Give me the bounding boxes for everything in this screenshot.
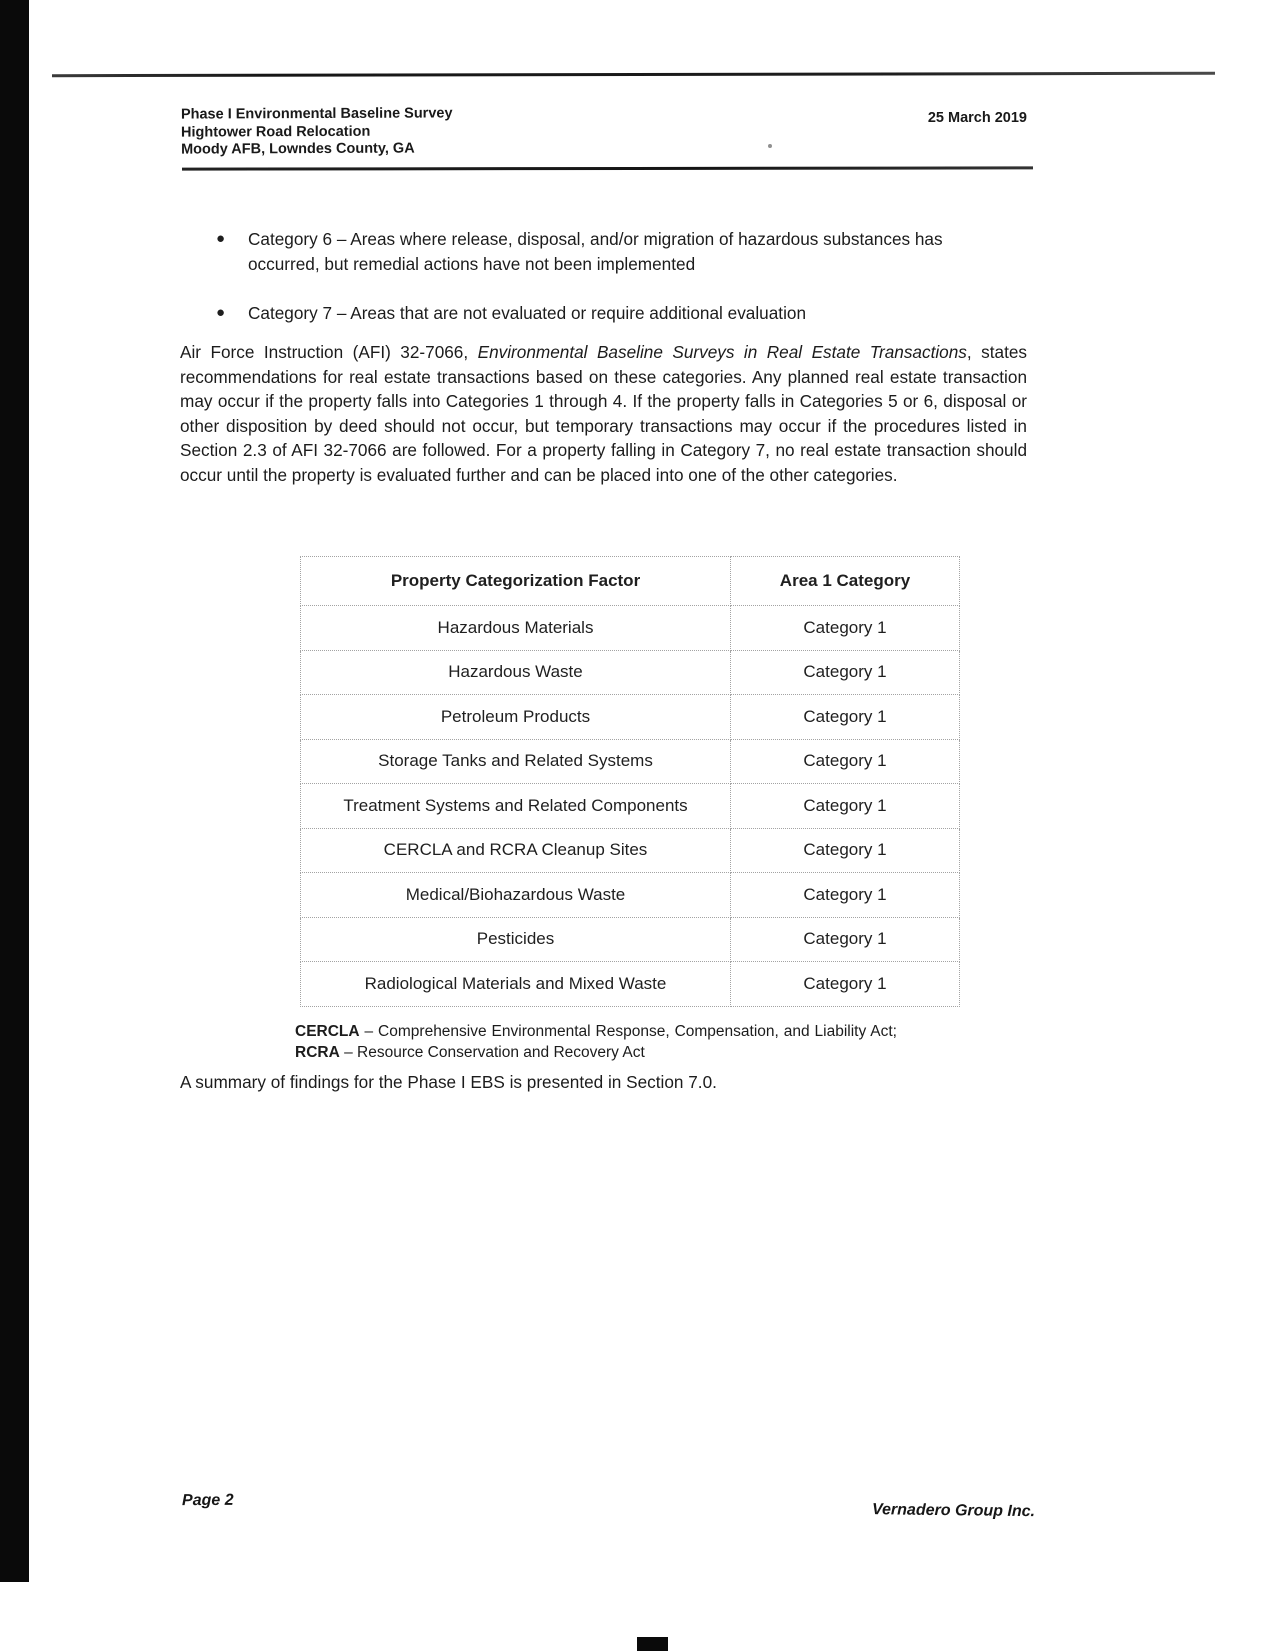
category-cell: Category 1 [731,873,960,918]
bullet-icon: ● [216,230,226,247]
table-row [301,606,960,651]
scan-bottom-mark-artifact [637,1637,668,1651]
categorization-table [300,556,960,1007]
table-header-row [301,557,960,606]
header-title-line-3: Moody AFB, Lowndes County, GA [181,140,415,158]
body-paragraph [180,340,1027,488]
table-footnote [295,1021,897,1063]
factor-cell: Storage Tanks and Related Systems [301,739,731,784]
footer-page-number: Page 2 [181,1491,234,1510]
factor-cell: CERCLA and RCRA Cleanup Sites [301,828,731,873]
table-body [301,606,960,1007]
category-cell: Category 1 [731,695,960,740]
header-title-line-2: Hightower Road Relocation [180,123,371,141]
table-row [301,739,960,784]
bullet-icon: ● [216,304,226,321]
footer-company: Vernadero Group Inc. [871,1501,1036,1521]
header-date: 25 March 2019 [927,110,1027,126]
list-item [216,301,1000,326]
factor-cell: Petroleum Products [301,695,731,740]
closing-line: A summary of findings for the Phase I EBS is presented in Section 7.0. [180,1072,717,1092]
page-header [181,105,453,159]
category-cell: Category 1 [731,962,960,1007]
column-header-factor: Property Categorization Factor [301,557,731,606]
factor-cell: Treatment Systems and Related Components [301,784,731,829]
bullet-text: Category 7 – Areas that are not evaluated or require additional evaluation [248,303,807,323]
bullet-text: Category 6 – Areas where release, disposal, and/or migration of hazardous substances has occurred, but remedial actions have not been implemented [248,229,943,274]
factor-cell: Medical/Biohazardous Waste [301,873,731,918]
paragraph-text-before-italic: Air Force Instruction (AFI) 32-7066, [180,342,478,362]
category-cell: Category 1 [731,606,960,651]
header-bottom-rule [182,166,1033,170]
factor-cell: Hazardous Waste [301,650,731,695]
table-row [301,650,960,695]
footnote-term-rcra: RCRA [295,1044,340,1061]
category-cell: Category 1 [731,650,960,695]
factor-cell: Pesticides [301,917,731,962]
table-row [301,873,960,918]
table-row [301,962,960,1007]
category-cell: Category 1 [731,917,960,962]
paragraph-text-after-italic: , states recommendations for real estate transactions based on these categories. Any planned real estate transaction may occur if the property falls into Categories 1 through 4. If the property falls in Categories 5 or 6, disposal or other disposition by deed should not occur, but temporary transactions may occur if the procedures listed in Section 2.3 of AFI 32-7066 are followed. For a property falling in Category 7, no real estate transaction should occur until the property is evaluated further and can be placed into one of the other categories. [180,342,1027,485]
footnote-definition-cercla: – Comprehensive Environmental Response, Compensation, and Liability Act; [359,1023,897,1040]
scan-speck-artifact [768,144,772,148]
table-row [301,917,960,962]
footnote-definition-rcra: – Resource Conservation and Recovery Act [339,1044,645,1061]
column-header-category: Area 1 Category [731,557,960,606]
scan-edge-bar-artifact [0,0,29,1582]
category-cell: Category 1 [731,784,960,829]
category-cell: Category 1 [731,828,960,873]
header-title-line-1: Phase I Environmental Baseline Survey [180,105,453,123]
factor-cell: Radiological Materials and Mixed Waste [301,962,731,1007]
top-horizontal-rule [52,72,1215,77]
table-row [301,784,960,829]
table-row [301,695,960,740]
paragraph-italic-title: Environmental Baseline Surveys in Real Estate Transactions [477,342,967,362]
table-row [301,828,960,873]
list-item [216,227,1000,276]
footnote-term-cercla: CERCLA [295,1023,360,1040]
category-cell: Category 1 [731,739,960,784]
factor-cell: Hazardous Materials [301,606,731,651]
